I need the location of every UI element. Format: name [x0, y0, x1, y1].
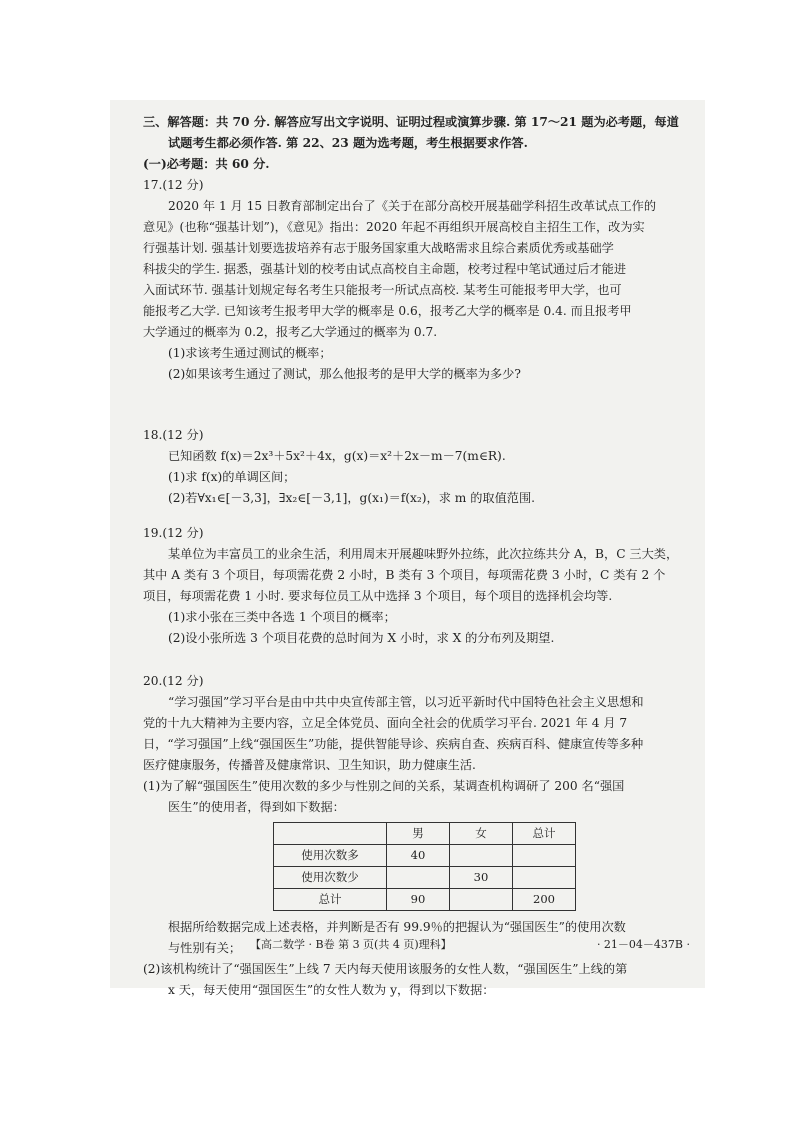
table-cell: 90	[387, 889, 450, 911]
table-cell	[450, 845, 513, 867]
table-header-cell: 女	[450, 823, 513, 845]
question-17-text-line: 科拔尖的学生. 据悉，强基计划的校考由试点高校自主命题，校考过程中笔试通过后才能进	[143, 262, 627, 276]
footer-code: · 21－04－437B ·	[596, 938, 690, 951]
table-header-row	[274, 823, 576, 845]
question-18-header: 18.(12 分)	[143, 428, 204, 442]
question-20-text-line: “学习强国”学习平台是由中共中央宣传部主管，以习近平新时代中国特色社会主义思想和	[168, 695, 644, 709]
table-cell	[513, 867, 576, 889]
question-18-stem: 已知函数 f(x)＝2x³＋5x²＋4x，g(x)＝x²＋2x－m－7(m∈R).	[168, 449, 506, 463]
question-17-header: 17.(12 分)	[143, 178, 204, 192]
question-19-text-line: 其中 A 类有 3 个项目，每项需花费 2 小时，B 类有 3 个项目，每项需花费 3 小时，C 类有 2 个	[143, 568, 666, 582]
table-cell: 40	[387, 845, 450, 867]
section-heading-line2: 试题考生都必须作答. 第 22、23 题为选考题，考生根据要求作答.	[168, 136, 528, 150]
table-header-cell	[274, 823, 387, 845]
question-18-part-1: (1)求 f(x)的单调区间；	[168, 470, 296, 484]
question-17-text-line: 能报考乙大学. 已知该考生报考甲大学的概率是 0.6，报考乙大学的概率是 0.4. 而且报考甲	[143, 304, 632, 318]
table-cell	[387, 867, 450, 889]
table-cell: 使用次数少	[274, 867, 387, 889]
question-19-text-line: 某单位为丰富员工的业余生活，利用周末开展趣味野外拉练，此次拉练共分 A，B，C 三大类，	[168, 547, 679, 561]
question-19-part-2: (2)设小张所选 3 个项目花费的总时间为 X 小时，求 X 的分布列及期望.	[168, 631, 555, 645]
question-19	[143, 523, 703, 649]
question-17-text-line: 2020 年 1 月 15 日教育部制定出台了《关于在部分高校开展基础学科招生改革试点工作的	[168, 199, 657, 213]
question-17	[143, 175, 703, 385]
question-19-text-line: 项目，每项需花费 1 小时. 要求每位员工从中选择 3 个项目，每个项目的选择机会均等.	[143, 589, 613, 603]
question-20-after-table-line1: 根据所给数据完成上述表格，并判断是否有 99.9％的把握认为“强国医生”的使用次数	[168, 920, 626, 934]
question-17-part-1: (1)求该考生通过测试的概率；	[168, 346, 332, 360]
table-cell: 30	[450, 867, 513, 889]
question-20-part-2-line1: (2)该机构统计了“强国医生”上线 7 天内每天使用该服务的女性人数，“强国医生”上线的第	[143, 962, 628, 976]
section-heading-line1: 三、解答题：共 70 分. 解答应写出文字说明、证明过程或演算步骤. 第 17～21 题为必考题，每道	[143, 115, 679, 129]
question-20-after-table-line2: 与性别有关；	[168, 941, 242, 955]
question-20-part-1-line1: (1)为了解“强国医生”使用次数的多少与性别之间的关系，某调查机构调研了 200 名“强国	[143, 779, 625, 793]
contingency-table	[273, 822, 576, 911]
table-header-cell: 总计	[513, 823, 576, 845]
question-17-part-2: (2)如果该考生通过了测试，那么他报考的是甲大学的概率为多少?	[168, 367, 521, 381]
question-17-text-line: 入面试环节. 强基计划规定每名考生只能报考一所试点高校. 某考生可能报考甲大学，也可	[143, 283, 622, 297]
question-19-part-1: (1)求小张在三类中各选 1 个项目的概率；	[168, 610, 396, 624]
table-row	[274, 889, 576, 911]
question-20-part-1-line2: 医生”的使用者，得到如下数据：	[168, 800, 345, 814]
table-cell	[513, 845, 576, 867]
question-20-text-line: 医疗健康服务，传播普及健康常识、卫生知识，助力健康生活.	[143, 758, 476, 772]
question-17-text-line: 意见》(也称“强基计划”)，《意见》指出：2020 年起不再组织开展高校自主招生工作，改为实	[143, 220, 645, 234]
exam-page-content	[143, 112, 703, 1001]
table-row	[274, 845, 576, 867]
required-section-label: (一)必考题：共 60 分.	[143, 157, 270, 171]
question-20-header: 20.(12 分)	[143, 674, 204, 688]
table-cell: 使用次数多	[274, 845, 387, 867]
table-cell: 总计	[274, 889, 387, 911]
question-18-part-2: (2)若∀x₁∈[－3,3]，∃x₂∈[－3,1]，g(x₁)＝f(x₂)，求 m 的取值范围.	[168, 491, 536, 505]
table-cell	[450, 889, 513, 911]
table-cell: 200	[513, 889, 576, 911]
table-header-cell: 男	[387, 823, 450, 845]
question-20-text-line: 日，“学习强国”上线“强国医生”功能，提供智能导诊、疾病自查、疾病百科、健康宣传等多种	[143, 737, 644, 751]
question-19-header: 19.(12 分)	[143, 526, 204, 540]
footer-page-info: 【高二数学 · B卷 第 3 页(共 4 页)理科】	[250, 938, 452, 951]
question-17-text-line: 大学通过的概率为 0.2，报考乙大学通过的概率为 0.7.	[143, 325, 438, 339]
question-17-text-line: 行强基计划. 强基计划要选拔培养有志于服务国家重大战略需求且综合素质优秀或基础学	[143, 241, 614, 255]
question-20-part-2-line2: x 天，每天使用“强国医生”的女性人数为 y，得到以下数据：	[168, 983, 495, 997]
question-18	[143, 425, 703, 509]
question-20-text-line: 党的十九大精神为主要内容，立足全体党员、面向全社会的优质学习平台. 2021 年 4 月 7	[143, 716, 628, 730]
table-row	[274, 867, 576, 889]
